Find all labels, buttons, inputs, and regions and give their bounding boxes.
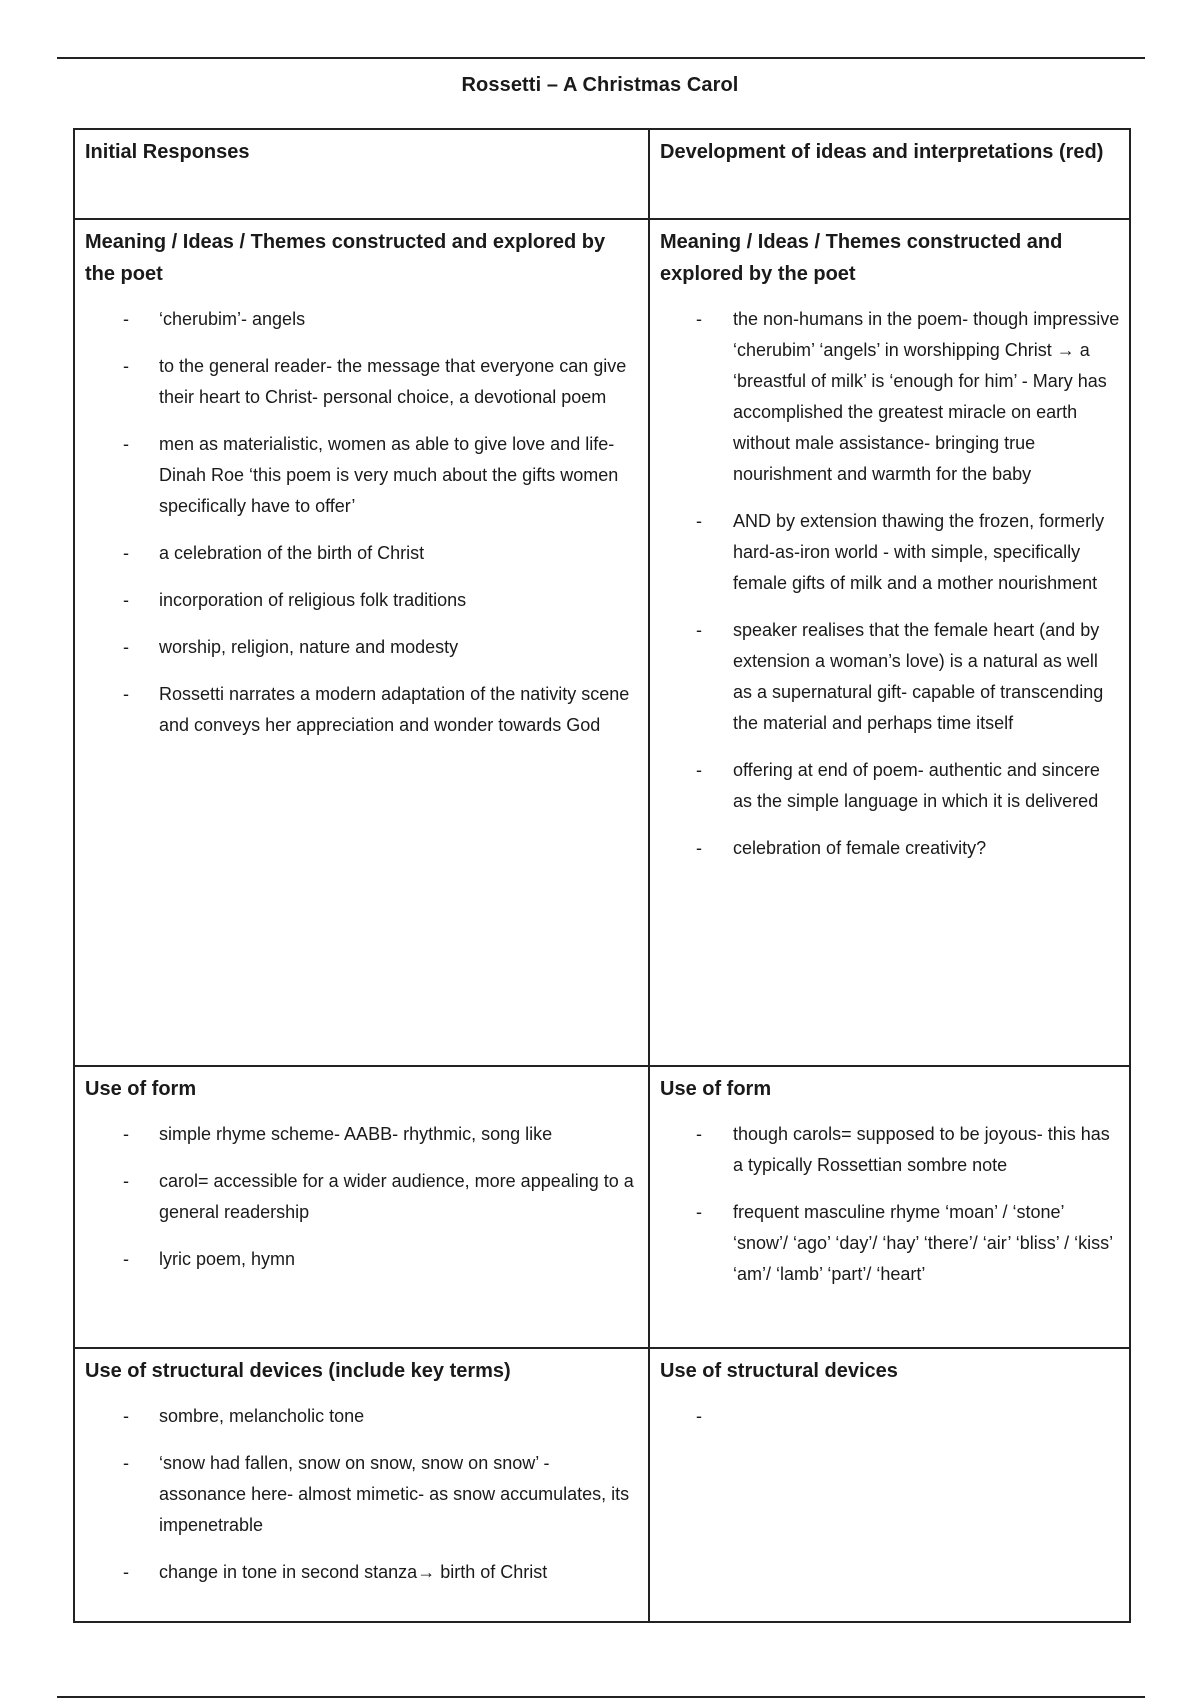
list-item: - change in tone in second stanza→ birth of Christ [75, 1557, 648, 1588]
list-item: - the non-humans in the poem- though impressive ‘cherubim’ ‘angels’ in worshipping Christ → a ‘breastful of milk’ is ‘enough for him’ - Mary has accomplished the greatest miracle on earth without male assistance- bringing true nourishment and warmth for the baby [650, 304, 1129, 490]
meaning-list-right [650, 304, 1129, 864]
list-item: - frequent masculine rhyme ‘moan’ / ‘stone’ ‘snow’/ ‘ago’ ‘day’/ ‘hay’ ‘there’/ ‘air’ ‘bliss’ / ‘kiss’ ‘am’/ ‘lamb’ ‘part’/ ‘heart’ [650, 1197, 1129, 1290]
list-item: - simple rhyme scheme- AABB- rhythmic, song like [75, 1119, 648, 1150]
list-item: - to the general reader- the message that everyone can give their heart to Christ- personal choice, a devotional poem [75, 351, 648, 413]
column-heading-development: Development of ideas and interpretations (red) [660, 141, 1104, 163]
meaning-cell-left [74, 219, 649, 1066]
form-heading-left: Use of form [85, 1078, 197, 1100]
structure-list-left [75, 1401, 648, 1588]
bottom-rule [57, 1696, 1145, 1698]
structure-heading-right: Use of structural devices [660, 1360, 898, 1382]
list-item: - AND by extension thawing the frozen, formerly hard-as-iron world - with simple, specifically female gifts of milk and a mother nourishment [650, 506, 1129, 599]
meaning-row [74, 219, 1130, 1066]
empty-list-item [650, 1401, 1129, 1432]
document-title: Rossetti – A Christmas Carol [461, 74, 739, 96]
list-item: - offering at end of poem- authentic and sincere as the simple language in which it is delivered [650, 755, 1129, 817]
form-row [74, 1066, 1130, 1348]
form-cell-left [74, 1066, 649, 1348]
column-heading-initial-responses: Initial Responses [85, 141, 250, 163]
structure-row [74, 1348, 1130, 1622]
meaning-heading-left: Meaning / Ideas / Themes constructed and explored by the poet [85, 231, 606, 285]
table-header-row [74, 129, 1130, 219]
form-list-left [75, 1119, 648, 1275]
structure-cell-right [649, 1348, 1130, 1622]
header-cell-left [74, 129, 649, 219]
list-item: - Rossetti narrates a modern adaptation of the nativity scene and conveys her appreciation and wonder towards God [75, 679, 648, 741]
list-item: - carol= accessible for a wider audience, more appealing to a general readership [75, 1166, 648, 1228]
list-item: - worship, religion, nature and modesty [75, 632, 648, 663]
analysis-table [73, 128, 1131, 1623]
structure-cell-left [74, 1348, 649, 1622]
form-heading-right: Use of form [660, 1078, 772, 1100]
top-rule [57, 57, 1145, 59]
list-item: - sombre, melancholic tone [75, 1401, 648, 1432]
list-item: - a celebration of the birth of Christ [75, 538, 648, 569]
list-item: - men as materialistic, women as able to give love and life- Dinah Roe ‘this poem is very much about the gifts women specifically have to offer’ [75, 429, 648, 522]
list-item: - celebration of female creativity? [650, 833, 1129, 864]
list-item: - though carols= supposed to be joyous- this has a typically Rossettian sombre note [650, 1119, 1129, 1181]
form-cell-right [649, 1066, 1130, 1348]
list-item: - speaker realises that the female heart (and by extension a woman’s love) is a natural as well as a supernatural gift- capable of transcending the material and perhaps time itself [650, 615, 1129, 739]
list-item: - ‘snow had fallen, snow on snow, snow on snow’ - assonance here- almost mimetic- as snow accumulates, its impenetrable [75, 1448, 648, 1541]
list-item: - lyric poem, hymn [75, 1244, 648, 1275]
meaning-list-left [75, 304, 648, 741]
list-item: - ‘cherubim’- angels [75, 304, 648, 335]
structure-list-right [650, 1401, 1129, 1432]
list-item: - incorporation of religious folk traditions [75, 585, 648, 616]
structure-heading-left: Use of structural devices (include key terms) [85, 1360, 511, 1382]
form-list-right [650, 1119, 1129, 1290]
header-cell-right [649, 129, 1130, 219]
meaning-cell-right [649, 219, 1130, 1066]
meaning-heading-right: Meaning / Ideas / Themes constructed and explored by the poet [660, 231, 1063, 285]
